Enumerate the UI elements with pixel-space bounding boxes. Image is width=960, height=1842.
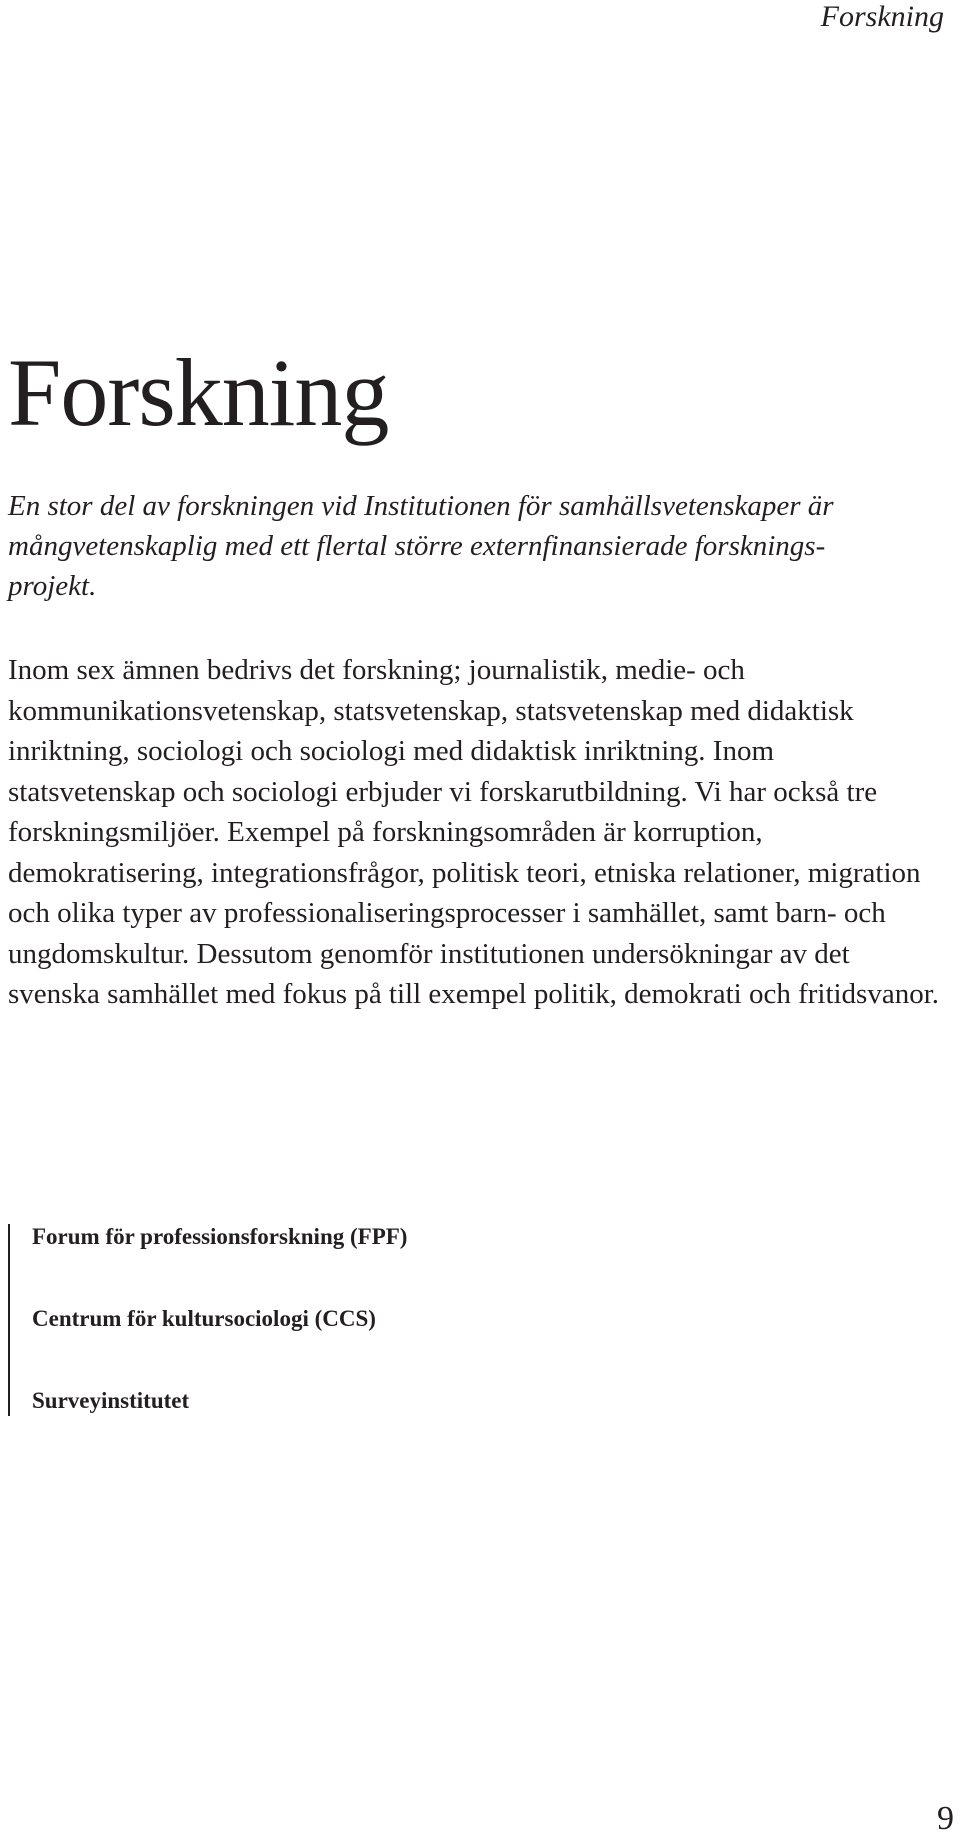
research-environment-fpf: Forum för professionsforskning (FPF) <box>32 1224 408 1249</box>
page-number: 9 <box>937 1800 954 1837</box>
lead-paragraph: En stor del av forskningen vid Institutionen för samhällsvetenskaper är mångvetenskaplig med ett flertal större externfinansierade forsknings-projekt. <box>8 490 834 602</box>
research-environments-list <box>8 1224 407 1416</box>
research-environment-survey: Surveyinstitutet <box>32 1388 190 1413</box>
running-header: Forskning <box>820 0 944 33</box>
body-paragraph: Inom sex ämnen bedrivs det forskning; journalistik, medie- och kommunikationsvetenskap, statsvetenskap, statsvetenskap med didaktisk inriktning, sociologi och sociologi med didaktisk inriktning. Inom statsvetenskap och sociologi erbjuder vi forskarutbildning. Vi har också tre forskningsmiljöer. Exempel på forskningsområden är korruption, demokratisering, integrationsfrågor, politisk teori, etniska relationer, migration och olika typer av professionaliseringsprocesser i samhället, samt barn- och ungdomskultur. Dessutom genomför institutionen undersökningar av det svenska samhället med fokus på till exempel politik, demokrati och fritidsvanor. <box>8 654 940 1010</box>
research-environment-ccs: Centrum för kultursociologi (CCS) <box>32 1306 376 1331</box>
page-title: Forskning <box>8 339 389 446</box>
